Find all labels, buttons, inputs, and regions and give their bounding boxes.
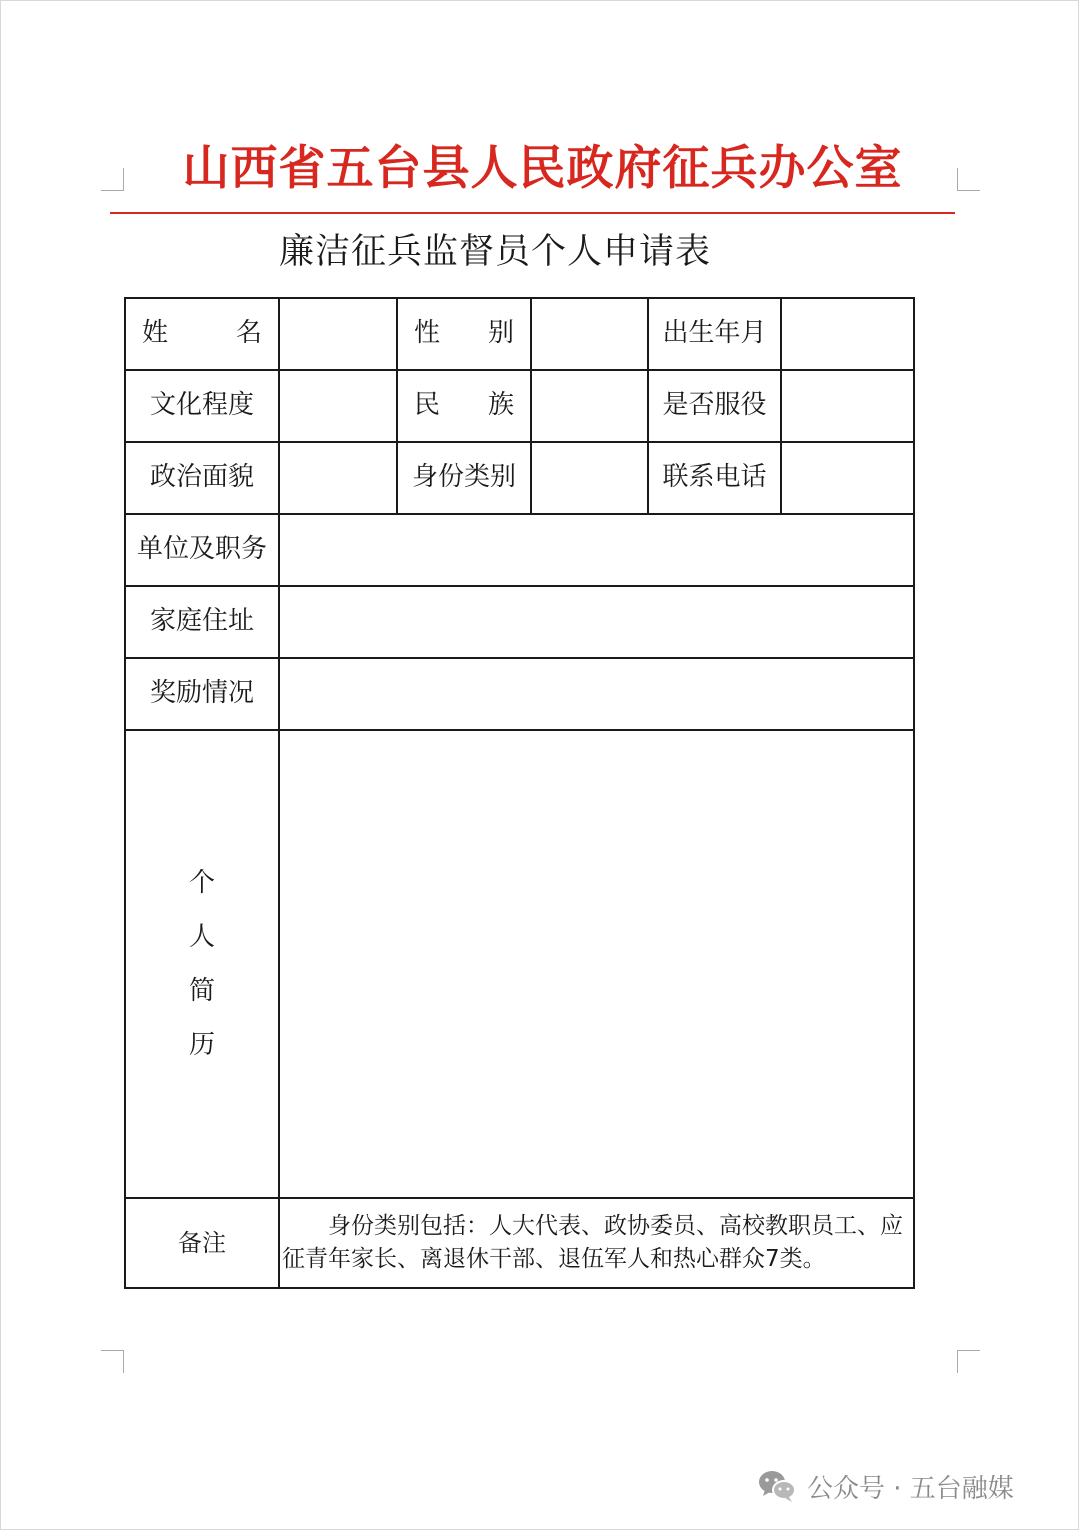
crop-mark-bottom-left [101,1350,124,1373]
label-resume-char: 个 [188,868,215,898]
label-birth: 出生年月 [648,298,781,370]
crop-mark-bottom-right [957,1350,980,1373]
field-identity-type[interactable] [531,442,648,514]
label-education: 文化程度 [125,370,279,442]
table-row [125,658,914,730]
field-resume[interactable] [279,730,914,1198]
header-org-title: 山西省五台县人民政府征兵办公室 [182,141,903,196]
label-gender: 性 别 [397,298,531,370]
label-served: 是否服役 [648,370,781,442]
label-resume-char: 历 [188,1030,215,1060]
header-red-rule [110,212,955,214]
label-resume-char: 简 [188,976,215,1006]
field-unit-position[interactable] [279,514,914,586]
label-name: 姓 名 [125,298,279,370]
form-title: 廉洁征兵监督员个人申请表 [278,232,711,272]
field-phone[interactable] [781,442,914,514]
field-ethnicity[interactable] [531,370,648,442]
table-row [125,730,914,1198]
label-phone: 联系电话 [648,442,781,514]
field-gender[interactable] [531,298,648,370]
remark-text: 身份类别包括：人大代表、政协委员、高校教职员工、应征青年家长、离退休干部、退伍军人和热心群众7类。 [279,1198,914,1288]
application-form-table [124,297,915,1289]
field-name[interactable] [279,298,397,370]
table-row [125,514,914,586]
watermark-text: 公众号 · 五台融媒 [807,1473,1014,1504]
field-address[interactable] [279,586,914,658]
field-education[interactable] [279,370,397,442]
table-row [125,1198,914,1288]
label-awards: 奖励情况 [125,658,279,730]
label-identity-type: 身份类别 [397,442,531,514]
label-resume-char: 人 [188,922,215,952]
label-resume [125,730,279,1198]
field-political[interactable] [279,442,397,514]
label-ethnicity: 民 族 [397,370,531,442]
field-awards[interactable] [279,658,914,730]
field-served[interactable] [781,370,914,442]
table-row [125,586,914,658]
label-address: 家庭住址 [125,586,279,658]
table-row [125,370,914,442]
table-row [125,298,914,370]
watermark [757,1466,1014,1506]
label-political: 政治面貌 [125,442,279,514]
label-remark: 备注 [125,1198,279,1288]
wechat-icon [757,1469,797,1503]
label-unit-position: 单位及职务 [125,514,279,586]
field-birth[interactable] [781,298,914,370]
table-row [125,442,914,514]
